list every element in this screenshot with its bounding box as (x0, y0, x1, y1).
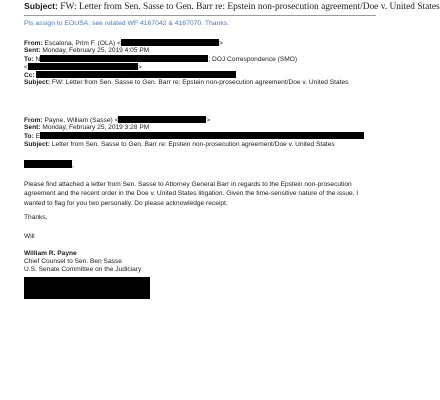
from-suffix: > (218, 40, 223, 47)
to-prefix: N (35, 56, 41, 63)
signature-name-text: William R. Payne (24, 250, 77, 257)
sent-value: Monday, February 25, 2019 4:05 PM (42, 47, 150, 54)
sent-label: Sent: (24, 47, 41, 54)
redaction-block (36, 71, 236, 78)
thanks-line: Thanks, (24, 214, 48, 221)
forward-sent-line (24, 47, 149, 55)
body-paragraph: Please find attached a letter from Sen. Sasse to Attorney General Barr in regards to the Epstein non-prosecution agreement and the recent order in the Doe v. United States litigation. Given the time-sensitive nature of the issue, I wanted to flag for you two personally. Do please acknowledge receipt. (24, 181, 359, 207)
to-label: To: (24, 133, 34, 140)
redaction-block (24, 160, 72, 168)
sent-value: Monday, February 25, 2019 3:28 PM (42, 124, 150, 131)
sent-label: Sent: (24, 124, 41, 131)
from-label: From: (24, 40, 43, 47)
redaction-block (40, 132, 364, 139)
subject-label: Subject: (24, 141, 51, 148)
redaction-block (121, 39, 219, 46)
greeting-line (24, 160, 74, 170)
cc-label: Cc: (24, 72, 35, 79)
from-value: Escalona, Prim F. (OLA) < (44, 40, 121, 47)
subject-label: Subject: (24, 79, 51, 86)
header-divider (24, 15, 376, 16)
redaction-block (28, 63, 138, 70)
original-subject-line (24, 141, 335, 149)
signature-title: Chief Counsel to Sen. Ben Sasse (24, 258, 122, 265)
redaction-block (118, 116, 206, 123)
to-line2: < (24, 64, 28, 71)
signature-org: U.S. Senate Committee on the Judiciary (24, 266, 142, 273)
subject-label: Subject: (24, 1, 58, 11)
from-label: From: (24, 117, 43, 124)
from-suffix: > (206, 117, 211, 124)
signoff-line: Will (24, 233, 35, 240)
signature-name (24, 250, 77, 258)
redaction-block (40, 55, 208, 62)
to-prefix: E (35, 133, 41, 140)
from-value: Payne, William (Sasse) < (44, 117, 119, 124)
forward-subject-line (24, 79, 348, 87)
to-line2-suffix: > (137, 64, 142, 71)
greeting-suffix: , (72, 162, 74, 169)
original-sent-line (24, 124, 149, 132)
routing-note: Pls assign to EOUSA; see related WF 4167042 & 4167070. Thanks. (24, 20, 230, 27)
top-subject-line (24, 1, 440, 12)
subject-text: FW: Letter from Sen. Sasse to Gen. Barr re: Epstein non-prosecution agreement/Doe v. United States (60, 2, 440, 12)
to-value: ; DOJ Correspondence (SMO) (208, 56, 298, 63)
subject-value: Letter from Sen. Sasse to Gen. Barr re: Epstein non-prosecution agreement/Doe v. United States (51, 141, 335, 148)
to-label: To: (24, 56, 34, 63)
redaction-block (24, 277, 150, 299)
original-to-line (24, 132, 364, 141)
subject-value: FW: Letter from Sen. Sasse to Gen. Barr re: Epstein non-prosecution agreement/Doe v. United States (51, 79, 349, 86)
